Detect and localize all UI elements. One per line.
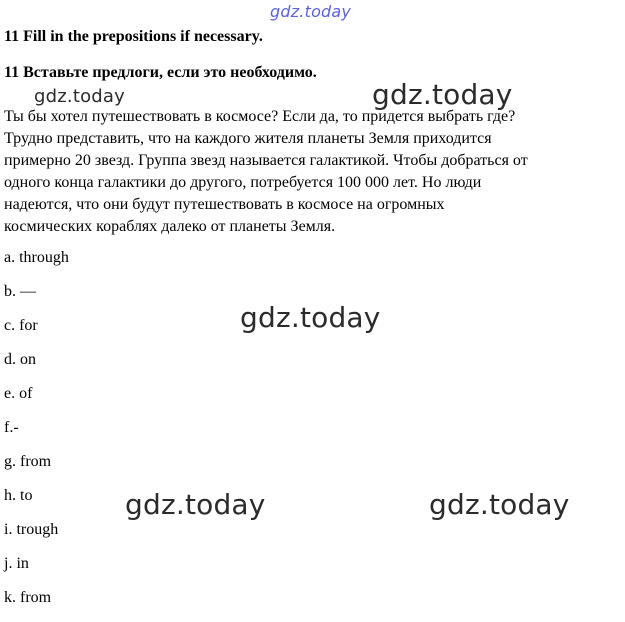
answer-item: f.-	[4, 419, 19, 436]
answer-item: j. in	[4, 555, 29, 572]
watermark-bottom-left: gdz.today	[125, 488, 266, 521]
answer-item: d. on	[4, 351, 36, 368]
exercise-paragraph	[4, 106, 619, 238]
paragraph-line: Трудно представить, что на каждого жителя планеты Земля приходится	[4, 130, 492, 147]
paragraph-line: надеются, что они будут путешествовать в космосе на огромных	[4, 196, 445, 213]
answer-item: e. of	[4, 385, 33, 402]
heading-russian: 11 Вставьте предлоги, если это необходимо.	[4, 64, 317, 81]
answer-item: k. from	[4, 589, 52, 606]
answer-item: h. to	[4, 487, 33, 504]
answer-list	[4, 248, 69, 622]
watermark-right: gdz.today	[372, 78, 513, 111]
answer-item: c. for	[4, 317, 38, 334]
watermark-middle: gdz.today	[240, 301, 381, 334]
answer-item: i. trough	[4, 521, 59, 538]
paragraph-line: примерно 20 звезд. Группа звезд называется галактикой. Чтобы добраться от	[4, 152, 528, 169]
heading-english: 11 Fill in the prepositions if necessary.	[4, 28, 263, 45]
answer-item: b. —	[4, 283, 36, 300]
watermark-small: gdz.today	[34, 86, 126, 107]
answer-item: g. from	[4, 453, 52, 470]
paragraph-line: Ты бы хотел путешествовать в космосе? Если да, то придется выбрать где?	[4, 108, 516, 125]
watermark-top: gdz.today	[270, 2, 352, 21]
paragraph-line: космических кораблях далеко от планеты Земля.	[4, 218, 336, 235]
paragraph-line: одного конца галактики до другого, потребуется 100 000 лет. Но люди	[4, 174, 482, 191]
answer-item: a. through	[4, 249, 69, 266]
watermark-bottom-right: gdz.today	[429, 488, 570, 521]
